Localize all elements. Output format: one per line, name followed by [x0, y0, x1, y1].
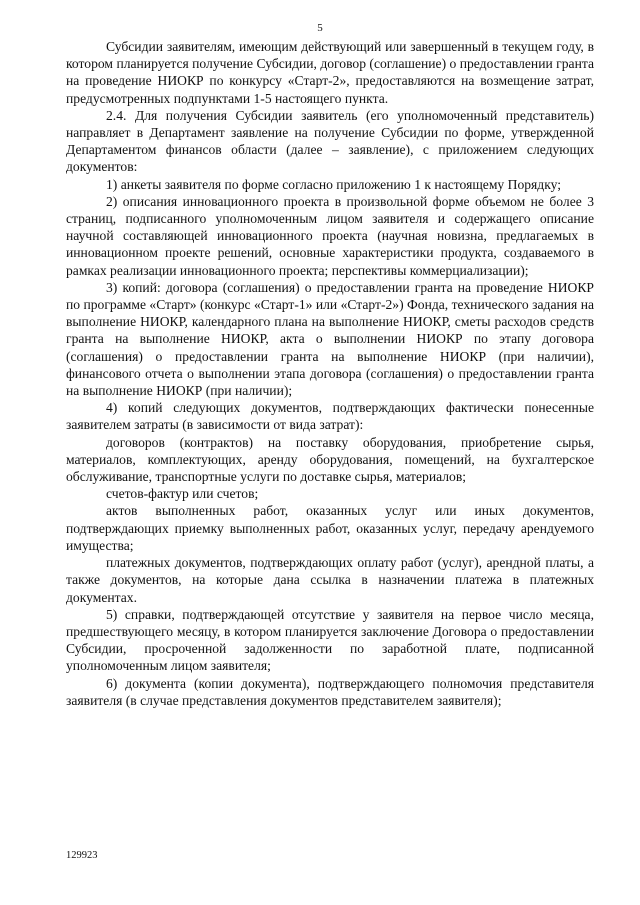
paragraph-item-2: 2) описания инновационного проекта в произвольной форме объемом не более 3 страниц, подписанного уполномоченным лицом заявителя и содержащего описание научной составляющей инновационного проекта (научная новизна, предлагаемых в инновационном проекте решений, основные характеристики продукта, создаваемого в рамках реализации инновационного проекта; перспективы коммерциализации); [66, 193, 594, 278]
paragraph-acts: актов выполненных работ, оказанных услуг или иных документов, подтверждающих приемку выполненных работ, оказанных услуг, передачу арендуемого имущества; [66, 503, 594, 553]
paragraph-item-1: 1) анкеты заявителя по форме согласно приложению 1 к настоящему Порядку; [106, 176, 562, 192]
paragraph-item-3: 3) копий: договора (соглашения) о предоставлении гранта на проведение НИОКР по программе «Старт» (конкурс «Старт-1» или «Старт-2») Фонда, технического задания на выполнение НИОКР, календарного плана на выполнение НИОКР, сметы расходов средств гранта на выполнение НИОКР, акта о выполнении НИОКР по этапу договора (соглашения) о предоставлении гранта на выполнение НИОКР (при наличии), финансового отчета о выполнении этапа договора (соглашения) о предоставлении гранта на выполнение НИОКР (при наличии); [66, 279, 594, 399]
document-body [66, 38, 594, 709]
paragraph-item-6: 6) документа (копии документа), подтверждающего полномочия представителя заявителя (в случае представления документов представителем заявителя); [66, 675, 594, 708]
paragraph-item-5: 5) справки, подтверждающей отсутствие у заявителя на первое число месяца, предшествующего месяцу, в котором планируется заключение Договора о предоставлении Субсидии, просроченной задолженности по заработной плате, подписанной уполномоченным лицом заявителя; [66, 606, 594, 674]
page-number: 5 [317, 22, 323, 34]
paragraph-2-4: 2.4. Для получения Субсидии заявитель (его уполномоченный представитель) направляет в Департамент заявление на получение Субсидии по форме, утвержденной Департаментом финансов области (далее – заявление), с приложением следующих документов: [66, 107, 594, 175]
paragraph-invoices: счетов-фактур или счетов; [106, 486, 259, 502]
paragraph-payments: платежных документов, подтверждающих оплату работ (услуг), арендной платы, а также документов, на которые дана ссылка в назначении платежа в платежных документах. [66, 555, 594, 605]
paragraph-contracts: договоров (контрактов) на поставку оборудования, приобретение сырья, материалов, комплектующих, аренду оборудования, помещений, на бухгалтерское обслуживание, транспортные услуги по доставке сырья, материалов; [66, 434, 594, 485]
paragraph-subsidy-intro: Субсидии заявителям, имеющим действующий или завершенный в текущем году, в котором планируется получение Субсидии, договор (соглашение) о предоставлении гранта на проведение НИОКР по конкурсу «Старт-2», предоставляются на возмещение затрат, предусмотренных подпунктами 1-5 настоящего пункта. [66, 39, 594, 106]
paragraph-item-4: 4) копий следующих документов, подтверждающих фактически понесенные заявителем затраты (в зависимости от вида затрат): [66, 400, 594, 433]
document-code: 129923 [66, 850, 98, 861]
